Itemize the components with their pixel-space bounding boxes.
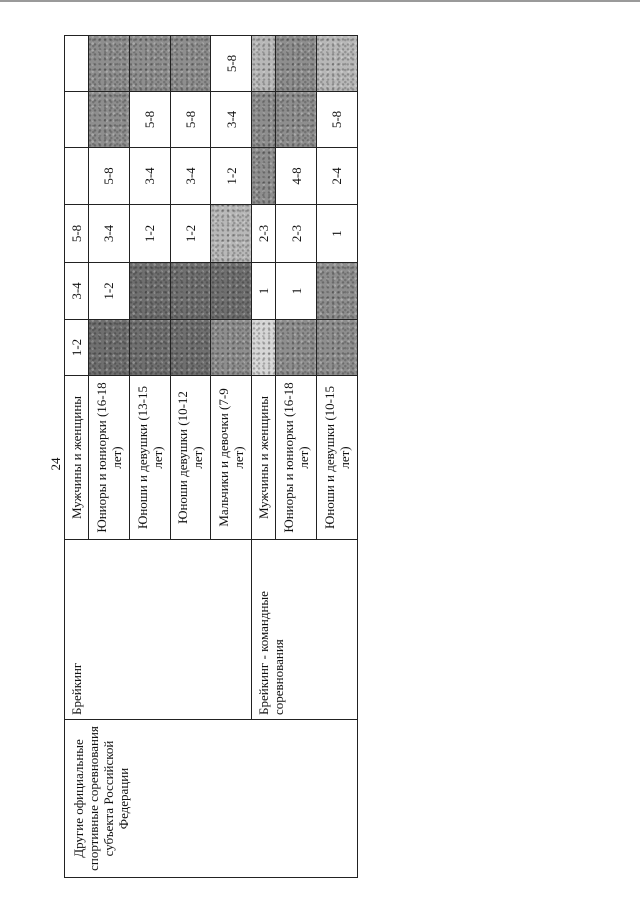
place-cell: 1-2 xyxy=(65,320,89,376)
shaded-place-cell xyxy=(276,320,317,376)
shaded-place-cell xyxy=(252,92,276,148)
place-cell: 5-8 xyxy=(316,92,357,148)
shaded-place-cell xyxy=(316,36,357,92)
place-cell xyxy=(65,36,89,92)
shaded-place-cell xyxy=(276,92,317,148)
place-cell: 2-4 xyxy=(316,148,357,205)
place-cell: 3-4 xyxy=(65,263,89,320)
place-cell: 1-2 xyxy=(211,148,252,205)
shaded-place-cell xyxy=(170,320,211,376)
shaded-place-cell xyxy=(211,205,252,263)
shaded-place-cell xyxy=(88,320,129,376)
shaded-place-cell xyxy=(211,320,252,376)
shaded-place-cell xyxy=(88,36,129,92)
place-cell: 5-8 xyxy=(211,36,252,92)
place-cell: 3-4 xyxy=(88,205,129,263)
discipline-cell: Брейкинг xyxy=(65,540,252,720)
place-cell: 1-2 xyxy=(170,205,211,263)
age-group-cell: Юноши девушки (10-12 лет) xyxy=(170,376,211,540)
place-cell: 5-8 xyxy=(88,148,129,205)
age-group-cell: Юниоры и юниорки (16-18 лет) xyxy=(88,376,129,540)
shaded-place-cell xyxy=(129,320,170,376)
shaded-place-cell xyxy=(129,36,170,92)
place-cell xyxy=(65,92,89,148)
place-cell: 1-2 xyxy=(129,205,170,263)
place-cell: 3-4 xyxy=(211,92,252,148)
place-cell xyxy=(65,148,89,205)
place-cell: 4-8 xyxy=(276,148,317,205)
scan-edge-line xyxy=(0,0,640,2)
shaded-place-cell xyxy=(252,148,276,205)
place-cell: 1 xyxy=(252,263,276,320)
place-cell: 2-3 xyxy=(252,205,276,263)
shaded-place-cell xyxy=(316,263,357,320)
shaded-place-cell xyxy=(88,92,129,148)
age-group-cell: Мужчины и женщины xyxy=(252,376,276,540)
competition-level-cell: Другие официальные спортивные соревнования субъекта Российской Федерации xyxy=(65,720,358,878)
place-cell: 3-4 xyxy=(129,148,170,205)
ranking-table xyxy=(64,35,358,878)
shaded-place-cell xyxy=(170,263,211,320)
table-body xyxy=(65,36,358,878)
place-cell: 3-4 xyxy=(170,148,211,205)
place-cell: 1 xyxy=(276,263,317,320)
place-cell: 5-8 xyxy=(65,205,89,263)
shaded-place-cell xyxy=(170,36,211,92)
shaded-place-cell xyxy=(252,36,276,92)
shaded-place-cell xyxy=(211,263,252,320)
age-group-cell: Мужчины и женщины xyxy=(65,376,89,540)
place-cell: 5-8 xyxy=(129,92,170,148)
place-cell: 1-2 xyxy=(88,263,129,320)
place-cell: 2-3 xyxy=(276,205,317,263)
page-number: 24 xyxy=(48,457,63,471)
shaded-place-cell xyxy=(276,36,317,92)
shaded-place-cell xyxy=(129,263,170,320)
rotated-table-container xyxy=(64,36,358,878)
age-group-cell: Мальчики и девочки (7-9 лет) xyxy=(211,376,252,540)
age-group-cell: Юниоры и юниорки (16-18 лет) xyxy=(276,376,317,540)
table-row xyxy=(65,36,89,878)
age-group-cell: Юноши и девушки (10-15 лет) xyxy=(316,376,357,540)
discipline-cell: Брейкинг - командные соревнования xyxy=(252,540,358,720)
place-cell: 5-8 xyxy=(170,92,211,148)
place-cell: 1 xyxy=(316,205,357,263)
age-group-cell: Юноши и девушки (13-15 лет) xyxy=(129,376,170,540)
shaded-place-cell xyxy=(316,320,357,376)
shaded-place-cell xyxy=(252,320,276,376)
